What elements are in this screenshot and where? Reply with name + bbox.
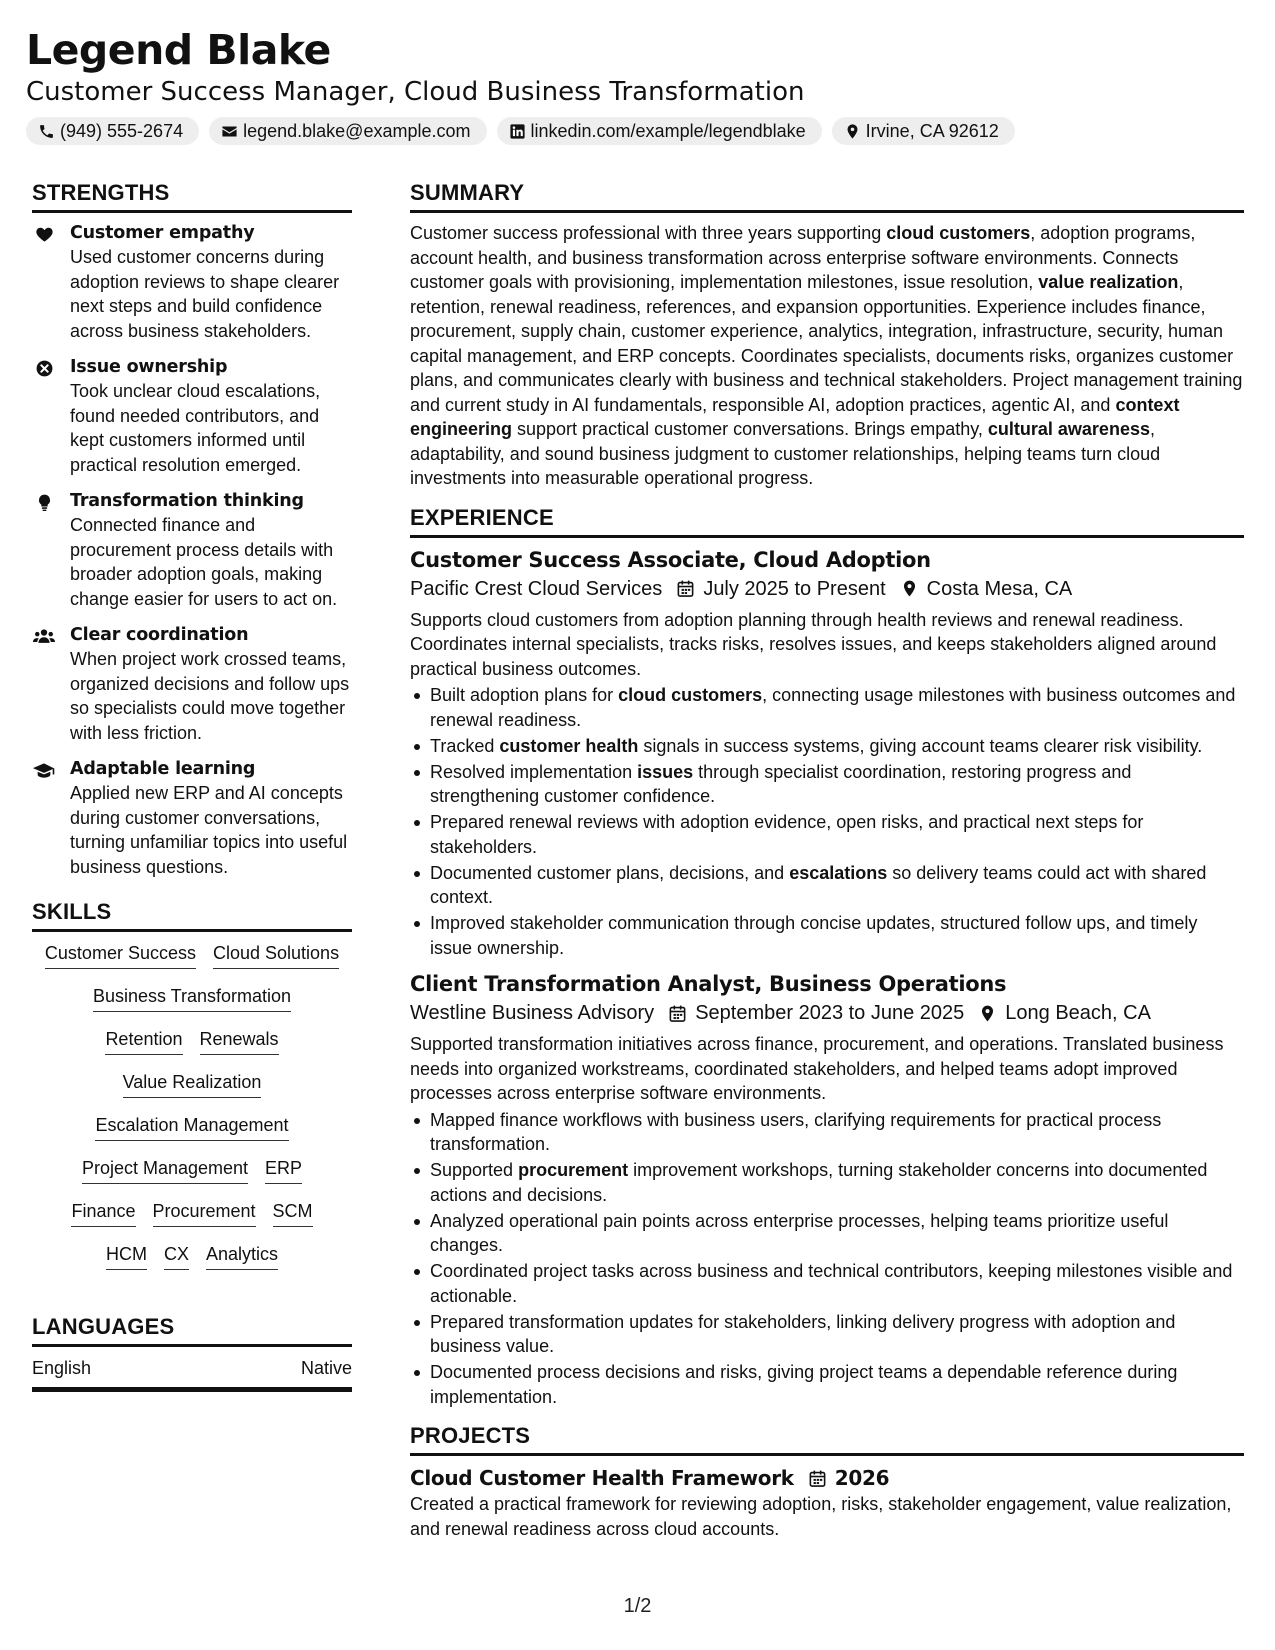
job-bullet: Mapped finance workflows with business users, clarifying requirements for practical process transformation. [410, 1108, 1244, 1157]
job-location: Costa Mesa, CA [926, 577, 1073, 600]
candidate-name: Legend Blake [26, 26, 331, 74]
job-location: Long Beach, CA [1005, 1002, 1151, 1024]
job-bullet: Coordinated project tasks across business and technical contributors, keeping milestones visible and actionable. [410, 1259, 1244, 1308]
strength-desc: Connected finance and procurement process details with broader adoption goals, making change easier for users to act on. [70, 515, 338, 609]
contact-location [832, 117, 1015, 145]
contact-linkedin-text: linkedin.com/example/legendblake [530, 120, 806, 141]
page-number: 1/2 [623, 1595, 652, 1617]
strengths-heading: STRENGTHS [32, 178, 352, 213]
summary-text: Customer success professional with three years supporting cloud customers, adoption programs, account health, and business transformation across enterprise software environments. Connects customer goals with provisioning, implementation milestones, issue resolution, value realization, retention, renewal readiness, references, and expansion opportunities. Experience includes finance, procurement, supply chain, customer experience, analytics, integration, infrastructure, security, human capital management, and ERP concepts. Coordinates specialists, documents risks, organizes customer plans, and communicates clearly with business and technical stakeholders. Project management training and current study in AI fundamentals, responsible AI, adoption practices, agentic AI, and context engineering support practical customer conversations. Brings empathy, cultural awareness, adaptability, and sound business judgment to customer relationships, helping teams turn cloud investments into measurable operational progress. [410, 223, 1243, 488]
skill-tag: Project Management [82, 1155, 248, 1184]
graduation-cap-icon [32, 761, 56, 780]
strength-desc: When project work crossed teams, organized decisions and follow ups so specialists could move together with less friction. [70, 649, 350, 743]
job-bullets [410, 683, 1244, 960]
summary-heading: SUMMARY [410, 178, 1244, 213]
strength-title: Issue ownership [70, 357, 228, 377]
location-pin-icon [900, 579, 919, 598]
left-column [32, 178, 352, 1392]
right-column [410, 178, 1244, 1541]
strength-item [32, 489, 352, 611]
job-dates: July 2025 to Present [703, 577, 886, 600]
project-entry [410, 1464, 1244, 1541]
language-name: English [32, 1358, 92, 1378]
linkedin-icon [509, 123, 526, 140]
strength-desc: Used customer concerns during adoption reviews to shape clearer next steps and build confidence across business stakeholders. [70, 247, 340, 341]
contact-email[interactable] [209, 117, 486, 145]
job-bullet: Built adoption plans for cloud customers, connecting usage milestones with business outcomes and renewal readiness. [410, 683, 1244, 732]
skill-tag: Finance [71, 1198, 135, 1227]
strength-title: Transformation thinking [70, 491, 304, 511]
contact-linkedin[interactable] [497, 117, 822, 145]
strength-title: Customer empathy [70, 223, 255, 243]
job-bullet: Analyzed operational pain points across enterprise processes, helping teams prioritize useful changes. [410, 1209, 1244, 1258]
skill-tag: Business Transformation [93, 983, 291, 1012]
contact-bar [26, 117, 1256, 145]
strength-title: Clear coordination [70, 625, 249, 645]
people-icon [32, 627, 56, 646]
language-level: Native [300, 1358, 352, 1378]
skill-tag: Value Realization [123, 1069, 262, 1098]
location-pin-icon [978, 1004, 997, 1023]
candidate-title: Customer Success Manager, Cloud Business Transformation [26, 77, 805, 107]
project-year: 2026 [834, 1466, 890, 1490]
job-entry [410, 970, 1244, 1409]
strength-item [32, 757, 352, 879]
contact-email-text: legend.blake@example.com [243, 120, 471, 141]
skills-list [32, 940, 352, 1270]
job-meta [410, 574, 1244, 604]
calendar-icon [808, 1469, 827, 1488]
resume-header [26, 26, 1256, 145]
skills-heading: SKILLS [32, 897, 352, 932]
skill-tag: HCM [106, 1241, 147, 1270]
skill-tag: Procurement [153, 1198, 256, 1227]
skill-tag: Retention [105, 1026, 182, 1055]
strength-item [32, 623, 352, 745]
skill-tag: Renewals [200, 1026, 279, 1055]
job-bullets [410, 1108, 1244, 1410]
job-bullet: Supported procurement improvement workshops, turning stakeholder concerns into documented actions and decisions. [410, 1158, 1244, 1207]
job-bullet: Improved stakeholder communication through concise updates, structured follow ups, and timely issue ownership. [410, 911, 1244, 960]
strength-title: Adaptable learning [70, 759, 256, 779]
contact-phone[interactable] [26, 117, 199, 145]
language-item [32, 1355, 352, 1392]
lightbulb-icon [35, 493, 54, 512]
job-bullet: Resolved implementation issues through specialist coordination, restoring progress and strengthening customer confidence. [410, 760, 1244, 809]
job-title: Client Transformation Analyst, Business Operations [410, 972, 1007, 996]
skill-tag: Escalation Management [95, 1112, 288, 1141]
projects-heading: PROJECTS [410, 1421, 1244, 1456]
heart-icon [35, 225, 54, 244]
job-dates: September 2023 to June 2025 [695, 1002, 965, 1024]
job-description: Supports cloud customers from adoption planning through health reviews and renewal readiness. Coordinates internal specialists, tracks risks, resolves issues, and keeps stakeholders aligned around practical business outcomes. [410, 609, 1217, 679]
skill-tag: Cloud Solutions [213, 940, 339, 969]
calendar-icon [676, 579, 695, 598]
project-desc: Created a practical framework for reviewing adoption, risks, stakeholder engagement, value realization, and renewal readiness across cloud accounts. [410, 1494, 1232, 1539]
skill-tag: Customer Success [45, 940, 196, 969]
skill-tag: ERP [265, 1155, 302, 1184]
job-meta [410, 998, 1244, 1028]
location-pin-icon [844, 123, 861, 140]
job-bullet: Tracked customer health signals in success systems, giving account teams clearer risk visibility. [410, 734, 1244, 759]
job-bullet: Documented customer plans, decisions, and escalations so delivery teams could act with shared context. [410, 861, 1244, 910]
job-company: Westline Business Advisory [410, 1002, 655, 1024]
strength-desc: Applied new ERP and AI concepts during customer conversations, turning unfamiliar topics into useful business questions. [70, 783, 348, 877]
x-circle-icon [35, 359, 54, 378]
job-description: Supported transformation initiatives across finance, procurement, and operations. Translated business needs into organized workstreams, coordinated stakeholders, and helped teams adopt improved processes across enterprise software environments. [410, 1034, 1224, 1103]
job-company: Pacific Crest Cloud Services [410, 577, 663, 600]
languages-heading: LANGUAGES [32, 1312, 352, 1347]
experience-heading: EXPERIENCE [410, 503, 1244, 538]
skill-tag: CX [164, 1241, 189, 1270]
job-bullet: Documented process decisions and risks, giving project teams a dependable reference during implementation. [410, 1360, 1244, 1409]
job-entry [410, 546, 1244, 961]
envelope-icon [221, 123, 238, 140]
job-title: Customer Success Associate, Cloud Adoption [410, 547, 931, 572]
contact-location-text: Irvine, CA 92612 [865, 120, 999, 141]
job-bullet: Prepared renewal reviews with adoption evidence, open risks, and practical next steps for stakeholders. [410, 810, 1244, 859]
calendar-icon [668, 1004, 687, 1023]
project-title: Cloud Customer Health Framework [410, 1466, 794, 1490]
skill-tag: Analytics [206, 1241, 278, 1270]
skill-tag: SCM [273, 1198, 313, 1227]
contact-phone-text: (949) 555-2674 [60, 120, 184, 141]
strength-item [32, 355, 352, 477]
strength-item [32, 221, 352, 343]
strength-desc: Took unclear cloud escalations, found needed contributors, and kept customers informed until practical resolution emerged. [70, 381, 321, 475]
project-title-row [410, 1464, 1244, 1492]
phone-icon [38, 123, 55, 140]
job-bullet: Prepared transformation updates for stakeholders, linking delivery progress with adoption and business value. [410, 1310, 1244, 1359]
